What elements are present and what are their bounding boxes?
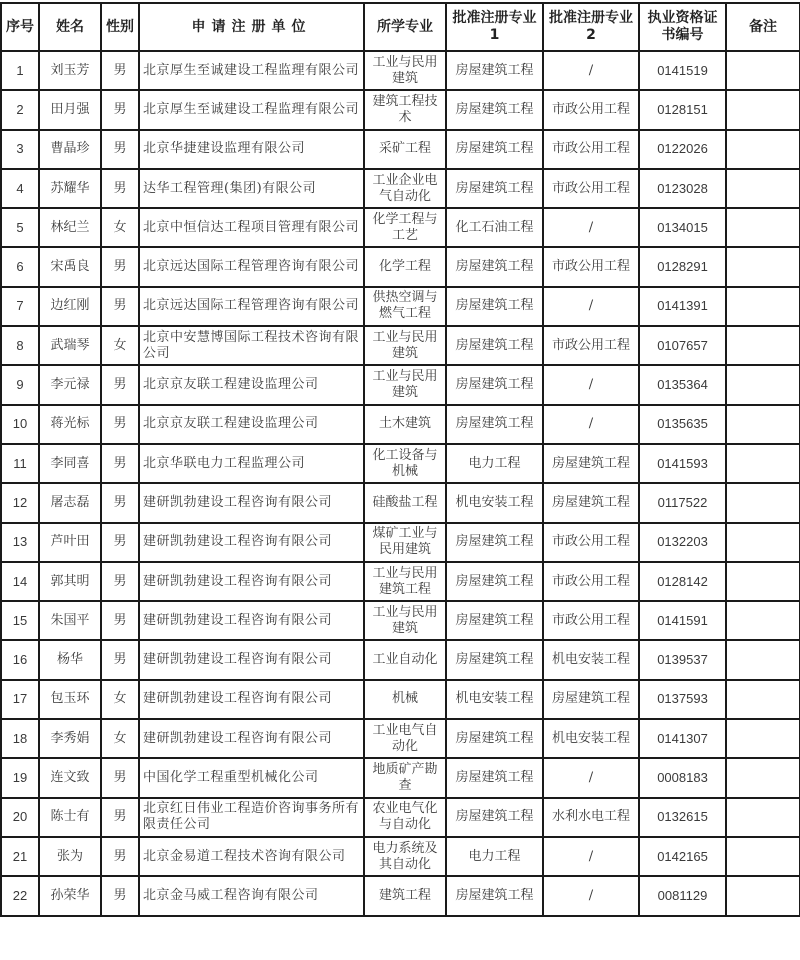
cell-approved-major-1: 房屋建筑工程: [446, 562, 543, 601]
cell-gender: 男: [101, 169, 139, 208]
cell-cert-number: 0134015: [639, 208, 726, 247]
cell-approved-major-1: 电力工程: [446, 444, 543, 483]
cell-name: 屠志磊: [39, 483, 101, 522]
cell-name: 李秀娟: [39, 719, 101, 758]
cell-approved-major-2: /: [543, 405, 639, 444]
cell-remarks: [726, 365, 800, 404]
cell-cert-number: 0141519: [639, 51, 726, 90]
cell-approved-major-1: 房屋建筑工程: [446, 169, 543, 208]
cell-major: 工业电气自动化: [364, 719, 446, 758]
table-row: [1, 876, 800, 915]
cell-approved-major-2: 市政公用工程: [543, 326, 639, 365]
cell-cert-number: 0132615: [639, 798, 726, 837]
cell-approved-major-1: 房屋建筑工程: [446, 326, 543, 365]
cell-gender: 男: [101, 405, 139, 444]
cell-approved-major-2: /: [543, 51, 639, 90]
cell-approved-major-2: /: [543, 365, 639, 404]
cell-gender: 男: [101, 523, 139, 562]
cell-index: 2: [1, 90, 39, 129]
cell-index: 7: [1, 287, 39, 326]
cell-approved-major-2: 房屋建筑工程: [543, 483, 639, 522]
cell-cert-number: 0122026: [639, 130, 726, 169]
cell-remarks: [726, 90, 800, 129]
table-row: [1, 208, 800, 247]
cell-index: 11: [1, 444, 39, 483]
cell-gender: 男: [101, 444, 139, 483]
cell-index: 16: [1, 640, 39, 679]
cell-name: 边红刚: [39, 287, 101, 326]
cell-unit: 达华工程管理(集团)有限公司: [139, 169, 364, 208]
cell-index: 13: [1, 523, 39, 562]
cell-remarks: [726, 287, 800, 326]
cell-approved-major-2: /: [543, 758, 639, 797]
cell-index: 15: [1, 601, 39, 640]
cell-remarks: [726, 758, 800, 797]
cell-name: 孙荣华: [39, 876, 101, 915]
header-approved-major-2: 批准注册专业2: [543, 3, 639, 51]
cell-approved-major-1: 房屋建筑工程: [446, 287, 543, 326]
cell-major: 机械: [364, 680, 446, 719]
cell-name: 李元禄: [39, 365, 101, 404]
cell-approved-major-2: 房屋建筑工程: [543, 680, 639, 719]
cell-name: 刘玉芳: [39, 51, 101, 90]
cell-approved-major-1: 房屋建筑工程: [446, 601, 543, 640]
cell-gender: 男: [101, 640, 139, 679]
cell-name: 杨华: [39, 640, 101, 679]
cell-index: 21: [1, 837, 39, 876]
cell-gender: 男: [101, 601, 139, 640]
header-major: 所学专业: [364, 3, 446, 51]
cell-remarks: [726, 601, 800, 640]
cell-index: 12: [1, 483, 39, 522]
cell-major: 工业与民用建筑: [364, 601, 446, 640]
table-body: [1, 51, 800, 916]
cell-gender: 男: [101, 798, 139, 837]
cell-gender: 女: [101, 326, 139, 365]
cell-name: 田月强: [39, 90, 101, 129]
cell-index: 14: [1, 562, 39, 601]
cell-major: 工业与民用建筑工程: [364, 562, 446, 601]
table-row: [1, 837, 800, 876]
cell-cert-number: 0135635: [639, 405, 726, 444]
cell-unit: 建研凯勃建设工程咨询有限公司: [139, 562, 364, 601]
cell-cert-number: 0117522: [639, 483, 726, 522]
cell-index: 4: [1, 169, 39, 208]
table-row: [1, 287, 800, 326]
cell-remarks: [726, 523, 800, 562]
cell-index: 1: [1, 51, 39, 90]
cell-approved-major-1: 房屋建筑工程: [446, 405, 543, 444]
table-row: [1, 601, 800, 640]
table-row: [1, 640, 800, 679]
cell-gender: 男: [101, 51, 139, 90]
header-name: 姓名: [39, 3, 101, 51]
cell-major: 化学工程与工艺: [364, 208, 446, 247]
cell-major: 工业自动化: [364, 640, 446, 679]
cell-unit: 建研凯勃建设工程咨询有限公司: [139, 640, 364, 679]
cell-index: 3: [1, 130, 39, 169]
cell-gender: 男: [101, 758, 139, 797]
cell-unit: 建研凯勃建设工程咨询有限公司: [139, 680, 364, 719]
table-row: [1, 758, 800, 797]
cell-remarks: [726, 640, 800, 679]
cell-unit: 北京远达国际工程管理咨询有限公司: [139, 247, 364, 286]
cell-approved-major-2: 机电安装工程: [543, 719, 639, 758]
cell-approved-major-2: /: [543, 837, 639, 876]
table-row: [1, 326, 800, 365]
cell-remarks: [726, 130, 800, 169]
cell-index: 22: [1, 876, 39, 915]
cell-cert-number: 0142165: [639, 837, 726, 876]
cell-cert-number: 0123028: [639, 169, 726, 208]
cell-cert-number: 0137593: [639, 680, 726, 719]
cell-remarks: [726, 876, 800, 915]
cell-major: 地质矿产勘查: [364, 758, 446, 797]
cell-major: 采矿工程: [364, 130, 446, 169]
cell-approved-major-1: 房屋建筑工程: [446, 247, 543, 286]
cell-unit: 北京华捷建设监理有限公司: [139, 130, 364, 169]
table-row: [1, 680, 800, 719]
cell-major: 建筑工程技术: [364, 90, 446, 129]
table-row: [1, 169, 800, 208]
cell-major: 工业与民用建筑: [364, 51, 446, 90]
cell-index: 20: [1, 798, 39, 837]
cell-gender: 男: [101, 90, 139, 129]
cell-cert-number: 0008183: [639, 758, 726, 797]
cell-cert-number: 0135364: [639, 365, 726, 404]
cell-name: 林纪兰: [39, 208, 101, 247]
cell-approved-major-1: 房屋建筑工程: [446, 51, 543, 90]
cell-unit: 北京中安慧博国际工程技术咨询有限公司: [139, 326, 364, 365]
cell-name: 朱国平: [39, 601, 101, 640]
cell-cert-number: 0128291: [639, 247, 726, 286]
cell-name: 李同喜: [39, 444, 101, 483]
cell-index: 5: [1, 208, 39, 247]
cell-name: 蒋光标: [39, 405, 101, 444]
cell-index: 6: [1, 247, 39, 286]
cell-name: 曹晶珍: [39, 130, 101, 169]
cell-remarks: [726, 326, 800, 365]
cell-gender: 女: [101, 680, 139, 719]
cell-unit: 北京远达国际工程管理咨询有限公司: [139, 287, 364, 326]
cell-major: 工业与民用建筑: [364, 365, 446, 404]
cell-approved-major-1: 房屋建筑工程: [446, 798, 543, 837]
cell-name: 连文致: [39, 758, 101, 797]
cell-cert-number: 0132203: [639, 523, 726, 562]
table-row: [1, 247, 800, 286]
cell-remarks: [726, 169, 800, 208]
table-row: [1, 798, 800, 837]
cell-approved-major-1: 机电安装工程: [446, 680, 543, 719]
cell-cert-number: 0128142: [639, 562, 726, 601]
cell-index: 18: [1, 719, 39, 758]
cell-remarks: [726, 719, 800, 758]
table-row: [1, 719, 800, 758]
cell-approved-major-1: 房屋建筑工程: [446, 876, 543, 915]
cell-cert-number: 0141593: [639, 444, 726, 483]
cell-name: 武瑞琴: [39, 326, 101, 365]
cell-name: 陈士有: [39, 798, 101, 837]
cell-unit: 建研凯勃建设工程咨询有限公司: [139, 719, 364, 758]
cell-major: 硅酸盐工程: [364, 483, 446, 522]
cell-name: 芦叶田: [39, 523, 101, 562]
cell-cert-number: 0139537: [639, 640, 726, 679]
cell-remarks: [726, 247, 800, 286]
cell-approved-major-2: 市政公用工程: [543, 247, 639, 286]
cell-unit: 北京金马威工程咨询有限公司: [139, 876, 364, 915]
cell-approved-major-2: 市政公用工程: [543, 523, 639, 562]
cell-unit: 北京京友联工程建设监理公司: [139, 405, 364, 444]
cell-remarks: [726, 208, 800, 247]
cell-approved-major-2: 水利水电工程: [543, 798, 639, 837]
cell-unit: 北京金易道工程技术咨询有限公司: [139, 837, 364, 876]
cell-index: 17: [1, 680, 39, 719]
cell-index: 10: [1, 405, 39, 444]
cell-major: 煤矿工业与民用建筑: [364, 523, 446, 562]
cell-cert-number: 0141307: [639, 719, 726, 758]
cell-index: 19: [1, 758, 39, 797]
cell-remarks: [726, 680, 800, 719]
cell-gender: 男: [101, 483, 139, 522]
cell-approved-major-1: 机电安装工程: [446, 483, 543, 522]
cell-unit: 北京厚生至诚建设工程监理有限公司: [139, 90, 364, 129]
cell-name: 郭其明: [39, 562, 101, 601]
cell-approved-major-1: 房屋建筑工程: [446, 365, 543, 404]
table-row: [1, 365, 800, 404]
cell-unit: 北京京友联工程建设监理公司: [139, 365, 364, 404]
cell-remarks: [726, 51, 800, 90]
cell-gender: 男: [101, 876, 139, 915]
cell-approved-major-1: 房屋建筑工程: [446, 719, 543, 758]
cell-approved-major-1: 房屋建筑工程: [446, 758, 543, 797]
cell-unit: 北京华联电力工程监理公司: [139, 444, 364, 483]
cell-approved-major-2: /: [543, 208, 639, 247]
cell-approved-major-1: 房屋建筑工程: [446, 523, 543, 562]
cell-approved-major-2: 市政公用工程: [543, 130, 639, 169]
table-row: [1, 562, 800, 601]
cell-gender: 男: [101, 287, 139, 326]
table-row: [1, 483, 800, 522]
cell-name: 张为: [39, 837, 101, 876]
cell-cert-number: 0141591: [639, 601, 726, 640]
header-index: 序号: [1, 3, 39, 51]
header-gender: 性别: [101, 3, 139, 51]
cell-remarks: [726, 562, 800, 601]
cell-approved-major-2: /: [543, 287, 639, 326]
cell-major: 化学工程: [364, 247, 446, 286]
cell-remarks: [726, 483, 800, 522]
cell-cert-number: 0107657: [639, 326, 726, 365]
table-row: [1, 130, 800, 169]
cell-approved-major-1: 房屋建筑工程: [446, 130, 543, 169]
cell-gender: 男: [101, 247, 139, 286]
cell-unit: 北京中恒信达工程项目管理有限公司: [139, 208, 364, 247]
cell-approved-major-2: 市政公用工程: [543, 90, 639, 129]
cell-major: 供热空调与燃气工程: [364, 287, 446, 326]
cell-unit: 建研凯勃建设工程咨询有限公司: [139, 483, 364, 522]
cell-approved-major-2: 房屋建筑工程: [543, 444, 639, 483]
cell-cert-number: 0128151: [639, 90, 726, 129]
cell-cert-number: 0081129: [639, 876, 726, 915]
cell-approved-major-1: 房屋建筑工程: [446, 90, 543, 129]
cell-gender: 女: [101, 208, 139, 247]
cell-approved-major-2: 市政公用工程: [543, 601, 639, 640]
table-row: [1, 90, 800, 129]
table-row: [1, 444, 800, 483]
cell-index: 8: [1, 326, 39, 365]
cell-unit: 建研凯勃建设工程咨询有限公司: [139, 523, 364, 562]
table-row: [1, 51, 800, 90]
cell-remarks: [726, 798, 800, 837]
header-cert-number: 执业资格证书编号: [639, 3, 726, 51]
cell-gender: 男: [101, 130, 139, 169]
cell-name: 宋禹良: [39, 247, 101, 286]
cell-gender: 男: [101, 562, 139, 601]
cell-approved-major-1: 化工石油工程: [446, 208, 543, 247]
header-row: [1, 3, 800, 51]
cell-name: 苏耀华: [39, 169, 101, 208]
cell-cert-number: 0141391: [639, 287, 726, 326]
cell-remarks: [726, 837, 800, 876]
cell-major: 电力系统及其自动化: [364, 837, 446, 876]
header-unit: 申请注册单位: [139, 3, 364, 51]
cell-major: 农业电气化与自动化: [364, 798, 446, 837]
cell-unit: 北京厚生至诚建设工程监理有限公司: [139, 51, 364, 90]
cell-approved-major-1: 电力工程: [446, 837, 543, 876]
cell-remarks: [726, 405, 800, 444]
header-approved-major-1: 批准注册专业1: [446, 3, 543, 51]
table-row: [1, 405, 800, 444]
registration-table: [0, 2, 800, 917]
cell-gender: 男: [101, 837, 139, 876]
cell-approved-major-2: 机电安装工程: [543, 640, 639, 679]
header-remarks: 备注: [726, 3, 800, 51]
cell-name: 包玉环: [39, 680, 101, 719]
cell-unit: 建研凯勃建设工程咨询有限公司: [139, 601, 364, 640]
cell-approved-major-2: /: [543, 876, 639, 915]
cell-major: 工业企业电气自动化: [364, 169, 446, 208]
cell-unit: 北京红日伟业工程造价咨询事务所有限责任公司: [139, 798, 364, 837]
cell-major: 建筑工程: [364, 876, 446, 915]
cell-index: 9: [1, 365, 39, 404]
table-row: [1, 523, 800, 562]
cell-major: 土木建筑: [364, 405, 446, 444]
cell-gender: 男: [101, 365, 139, 404]
cell-major: 工业与民用建筑: [364, 326, 446, 365]
cell-major: 化工设备与机械: [364, 444, 446, 483]
cell-gender: 女: [101, 719, 139, 758]
cell-approved-major-2: 市政公用工程: [543, 169, 639, 208]
table-header: [1, 3, 800, 51]
cell-unit: 中国化学工程重型机械化公司: [139, 758, 364, 797]
cell-remarks: [726, 444, 800, 483]
cell-approved-major-1: 房屋建筑工程: [446, 640, 543, 679]
cell-approved-major-2: 市政公用工程: [543, 562, 639, 601]
